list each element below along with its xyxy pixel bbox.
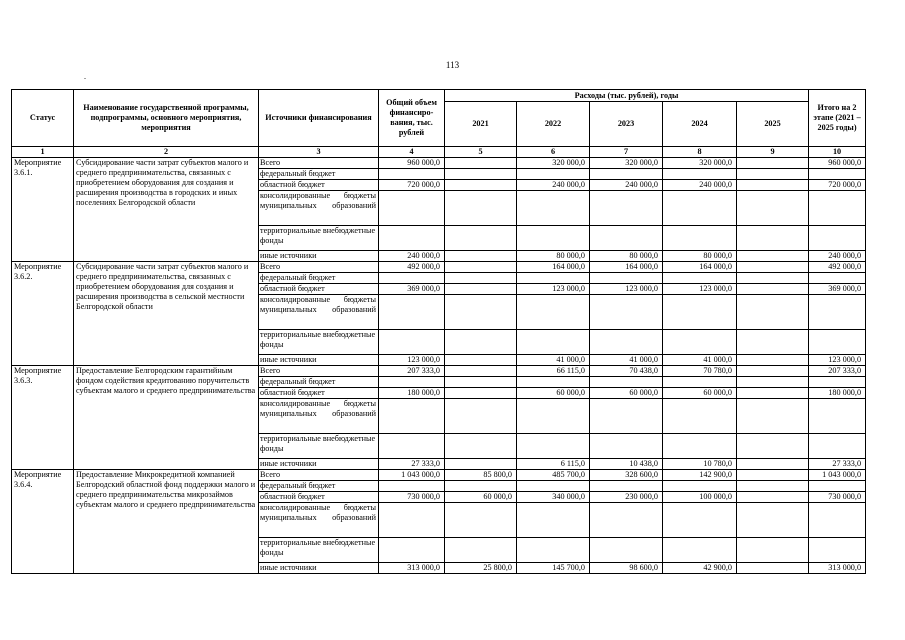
value-cell xyxy=(737,180,809,191)
value-cell: 123 000,0 xyxy=(809,355,866,366)
value-cell: 1 043 000,0 xyxy=(379,470,445,481)
value-cell xyxy=(737,251,809,262)
value-cell xyxy=(379,434,445,459)
column-number: 5 xyxy=(445,147,517,158)
header-expenses: Расходы (тыс. рублей), годы xyxy=(445,90,809,102)
value-cell xyxy=(445,330,517,355)
source-label-total: Всего xyxy=(259,262,379,273)
value-cell xyxy=(517,169,590,180)
source-label-federal: федеральный бюджет xyxy=(259,273,379,284)
source-label-total: Всего xyxy=(259,470,379,481)
value-cell: 98 600,0 xyxy=(590,563,663,574)
value-cell xyxy=(737,355,809,366)
value-cell xyxy=(809,399,866,434)
value-cell xyxy=(590,191,663,226)
value-cell: 369 000,0 xyxy=(809,284,866,295)
value-cell xyxy=(445,251,517,262)
value-cell xyxy=(809,538,866,563)
value-cell: 70 780,0 xyxy=(663,366,737,377)
value-cell: 240 000,0 xyxy=(663,180,737,191)
header-year-2023: 2023 xyxy=(590,102,663,147)
value-cell xyxy=(445,191,517,226)
header-year-2022: 2022 xyxy=(517,102,590,147)
value-cell xyxy=(379,273,445,284)
source-label-municipal: консолидированные бюджеты муниципальных образований xyxy=(259,503,379,538)
source-label-regional: областной бюджет xyxy=(259,388,379,399)
column-number: 7 xyxy=(590,147,663,158)
value-cell: 313 000,0 xyxy=(379,563,445,574)
value-cell xyxy=(663,434,737,459)
value-cell: 142 900,0 xyxy=(663,470,737,481)
value-cell: 340 000,0 xyxy=(517,492,590,503)
value-cell xyxy=(737,434,809,459)
value-cell xyxy=(590,434,663,459)
value-cell xyxy=(737,284,809,295)
column-number: 10 xyxy=(809,147,866,158)
header-status: Статус xyxy=(12,90,74,147)
value-cell xyxy=(809,377,866,388)
value-cell: 960 000,0 xyxy=(379,158,445,169)
value-cell xyxy=(737,262,809,273)
value-cell: 207 333,0 xyxy=(809,366,866,377)
value-cell xyxy=(737,503,809,538)
value-cell: 85 800,0 xyxy=(445,470,517,481)
financing-table xyxy=(11,89,866,574)
stray-mark: . xyxy=(84,72,86,81)
column-number: 8 xyxy=(663,147,737,158)
column-numbers-row xyxy=(12,147,866,158)
source-label-other: иные источники xyxy=(259,355,379,366)
value-cell xyxy=(590,273,663,284)
source-label-federal: федеральный бюджет xyxy=(259,169,379,180)
value-cell xyxy=(663,538,737,563)
header-year-2021: 2021 xyxy=(445,102,517,147)
source-label-total: Всего xyxy=(259,366,379,377)
value-cell xyxy=(737,481,809,492)
value-cell xyxy=(445,503,517,538)
value-cell: 164 000,0 xyxy=(517,262,590,273)
source-label-other: иные источники xyxy=(259,459,379,470)
source-label-municipal: консолидированные бюджеты муниципальных образований xyxy=(259,191,379,226)
value-cell: 320 000,0 xyxy=(590,158,663,169)
value-cell xyxy=(590,399,663,434)
value-cell xyxy=(737,399,809,434)
source-label-other: иные источники xyxy=(259,563,379,574)
value-cell: 41 000,0 xyxy=(590,355,663,366)
value-cell: 320 000,0 xyxy=(517,158,590,169)
source-label-regional: областной бюджет xyxy=(259,284,379,295)
value-cell xyxy=(379,503,445,538)
value-cell xyxy=(590,330,663,355)
value-cell xyxy=(737,492,809,503)
value-cell xyxy=(737,459,809,470)
value-cell: 492 000,0 xyxy=(379,262,445,273)
value-cell xyxy=(517,399,590,434)
measure-status: Мероприятие 3.6.4. xyxy=(12,470,74,574)
measure-status: Мероприятие 3.6.2. xyxy=(12,262,74,366)
value-cell xyxy=(737,273,809,284)
value-cell: 60 000,0 xyxy=(445,492,517,503)
value-cell: 485 700,0 xyxy=(517,470,590,481)
value-cell: 60 000,0 xyxy=(663,388,737,399)
source-label-territorial: территориальные внебюджетные фонды xyxy=(259,226,379,251)
value-cell: 320 000,0 xyxy=(663,158,737,169)
value-cell xyxy=(809,273,866,284)
value-cell: 27 333,0 xyxy=(809,459,866,470)
value-cell: 720 000,0 xyxy=(809,180,866,191)
value-cell xyxy=(379,399,445,434)
value-cell xyxy=(517,226,590,251)
value-cell xyxy=(809,169,866,180)
source-label-municipal: консолидированные бюджеты муниципальных образований xyxy=(259,399,379,434)
value-cell xyxy=(517,481,590,492)
value-cell: 80 000,0 xyxy=(517,251,590,262)
value-cell xyxy=(663,169,737,180)
value-cell xyxy=(809,330,866,355)
value-cell xyxy=(737,191,809,226)
value-cell: 10 780,0 xyxy=(663,459,737,470)
value-cell xyxy=(737,388,809,399)
value-cell: 180 000,0 xyxy=(379,388,445,399)
header-total-volume: Общий объем финансиро-вания, тыс. рублей xyxy=(379,90,445,147)
source-label-other: иные источники xyxy=(259,251,379,262)
value-cell xyxy=(590,503,663,538)
value-cell xyxy=(445,284,517,295)
column-number: 9 xyxy=(737,147,809,158)
header-stage-total: Итого на 2 этапе (2021 – 2025 годы) xyxy=(809,90,866,147)
value-cell: 123 000,0 xyxy=(517,284,590,295)
source-label-federal: федеральный бюджет xyxy=(259,377,379,388)
value-cell xyxy=(663,226,737,251)
value-cell xyxy=(379,481,445,492)
value-cell: 240 000,0 xyxy=(590,180,663,191)
value-cell: 313 000,0 xyxy=(809,563,866,574)
value-cell xyxy=(517,330,590,355)
value-cell xyxy=(445,295,517,330)
value-cell xyxy=(809,481,866,492)
value-cell xyxy=(737,377,809,388)
source-label-regional: областной бюджет xyxy=(259,180,379,191)
value-cell xyxy=(379,538,445,563)
column-number: 4 xyxy=(379,147,445,158)
value-cell xyxy=(517,503,590,538)
value-cell xyxy=(379,169,445,180)
value-cell xyxy=(809,434,866,459)
table-row xyxy=(12,262,866,273)
source-label-municipal: консолидированные бюджеты муниципальных образований xyxy=(259,295,379,330)
value-cell xyxy=(379,295,445,330)
value-cell: 164 000,0 xyxy=(590,262,663,273)
value-cell xyxy=(737,470,809,481)
measure-name: Предоставление Микрокредитной компанией Белгородский областной фонд поддержки малого и среднего предпринимательства микрозаймов субъектам малого и среднего предпринимательства xyxy=(74,470,259,574)
value-cell xyxy=(590,481,663,492)
value-cell: 145 700,0 xyxy=(517,563,590,574)
value-cell xyxy=(445,399,517,434)
measure-status: Мероприятие 3.6.3. xyxy=(12,366,74,470)
value-cell: 730 000,0 xyxy=(379,492,445,503)
value-cell xyxy=(663,399,737,434)
value-cell xyxy=(737,169,809,180)
column-number: 3 xyxy=(259,147,379,158)
value-cell xyxy=(445,366,517,377)
value-cell xyxy=(809,191,866,226)
value-cell xyxy=(809,226,866,251)
value-cell: 10 438,0 xyxy=(590,459,663,470)
value-cell xyxy=(445,273,517,284)
value-cell xyxy=(737,226,809,251)
measure-name: Предоставление Белгородским гарантийным фондом содействия кредитованию поручительств субъектам малого и среднего предпринимательства xyxy=(74,366,259,470)
value-cell xyxy=(445,377,517,388)
column-number: 1 xyxy=(12,147,74,158)
value-cell xyxy=(445,180,517,191)
value-cell: 123 000,0 xyxy=(590,284,663,295)
value-cell xyxy=(517,273,590,284)
value-cell xyxy=(590,538,663,563)
value-cell xyxy=(809,295,866,330)
source-label-territorial: территориальные внебюджетные фонды xyxy=(259,330,379,355)
value-cell: 1 043 000,0 xyxy=(809,470,866,481)
value-cell xyxy=(663,377,737,388)
measure-name: Субсидирование части затрат субъектов малого и среднего предпринимательства, связанных с приобретением оборудования для создания и расширения производства в сельской местности Белгородской области xyxy=(74,262,259,366)
value-cell xyxy=(445,169,517,180)
value-cell: 240 000,0 xyxy=(809,251,866,262)
value-cell: 180 000,0 xyxy=(809,388,866,399)
value-cell: 60 000,0 xyxy=(590,388,663,399)
value-cell xyxy=(590,295,663,330)
value-cell: 328 600,0 xyxy=(590,470,663,481)
value-cell: 25 800,0 xyxy=(445,563,517,574)
value-cell xyxy=(663,503,737,538)
value-cell xyxy=(445,355,517,366)
value-cell xyxy=(445,226,517,251)
value-cell: 369 000,0 xyxy=(379,284,445,295)
table-row xyxy=(12,366,866,377)
value-cell xyxy=(809,503,866,538)
header-year-2024: 2024 xyxy=(663,102,737,147)
value-cell xyxy=(517,538,590,563)
value-cell xyxy=(737,330,809,355)
value-cell xyxy=(517,377,590,388)
value-cell xyxy=(379,226,445,251)
value-cell: 240 000,0 xyxy=(379,251,445,262)
column-number: 2 xyxy=(74,147,259,158)
value-cell xyxy=(737,366,809,377)
value-cell xyxy=(379,191,445,226)
source-label-total: Всего xyxy=(259,158,379,169)
value-cell: 42 900,0 xyxy=(663,563,737,574)
value-cell: 240 000,0 xyxy=(517,180,590,191)
header-sources: Источники финансирования xyxy=(259,90,379,147)
value-cell xyxy=(445,388,517,399)
source-label-federal: федеральный бюджет xyxy=(259,481,379,492)
page-number: 113 xyxy=(445,60,460,70)
column-number: 6 xyxy=(517,147,590,158)
header-name: Наименование государственной программы, подпрограммы, основного мероприятия, мероприятия xyxy=(74,90,259,147)
source-label-regional: областной бюджет xyxy=(259,492,379,503)
value-cell xyxy=(445,459,517,470)
measure-status: Мероприятие 3.6.1. xyxy=(12,158,74,262)
value-cell xyxy=(590,226,663,251)
value-cell xyxy=(663,481,737,492)
value-cell xyxy=(663,295,737,330)
value-cell: 66 115,0 xyxy=(517,366,590,377)
value-cell xyxy=(663,273,737,284)
value-cell: 164 000,0 xyxy=(663,262,737,273)
value-cell: 230 000,0 xyxy=(590,492,663,503)
value-cell xyxy=(663,191,737,226)
value-cell xyxy=(737,538,809,563)
table-row xyxy=(12,470,866,481)
value-cell: 123 000,0 xyxy=(663,284,737,295)
value-cell xyxy=(379,377,445,388)
value-cell xyxy=(517,434,590,459)
value-cell: 60 000,0 xyxy=(517,388,590,399)
value-cell: 27 333,0 xyxy=(379,459,445,470)
value-cell: 720 000,0 xyxy=(379,180,445,191)
value-cell xyxy=(737,563,809,574)
value-cell: 41 000,0 xyxy=(517,355,590,366)
value-cell xyxy=(445,158,517,169)
value-cell xyxy=(590,169,663,180)
value-cell: 123 000,0 xyxy=(379,355,445,366)
measure-name: Субсидирование части затрат субъектов малого и среднего предпринимательства, связанных с приобретением оборудования для создания и расширения производства в городских и иных поселениях Белгородской области xyxy=(74,158,259,262)
value-cell: 960 000,0 xyxy=(809,158,866,169)
value-cell xyxy=(737,158,809,169)
value-cell: 80 000,0 xyxy=(590,251,663,262)
value-cell xyxy=(663,330,737,355)
value-cell: 100 000,0 xyxy=(663,492,737,503)
value-cell xyxy=(517,191,590,226)
header-year-2025: 2025 xyxy=(737,102,809,147)
value-cell: 80 000,0 xyxy=(663,251,737,262)
value-cell xyxy=(517,295,590,330)
value-cell xyxy=(379,330,445,355)
source-label-territorial: территориальные внебюджетные фонды xyxy=(259,538,379,563)
value-cell: 207 333,0 xyxy=(379,366,445,377)
value-cell: 70 438,0 xyxy=(590,366,663,377)
value-cell: 41 000,0 xyxy=(663,355,737,366)
value-cell: 730 000,0 xyxy=(809,492,866,503)
value-cell: 492 000,0 xyxy=(809,262,866,273)
value-cell xyxy=(445,538,517,563)
source-label-territorial: территориальные внебюджетные фонды xyxy=(259,434,379,459)
value-cell xyxy=(590,377,663,388)
value-cell xyxy=(445,481,517,492)
value-cell xyxy=(445,434,517,459)
value-cell xyxy=(445,262,517,273)
table-row xyxy=(12,158,866,169)
value-cell: 6 115,0 xyxy=(517,459,590,470)
value-cell xyxy=(737,295,809,330)
